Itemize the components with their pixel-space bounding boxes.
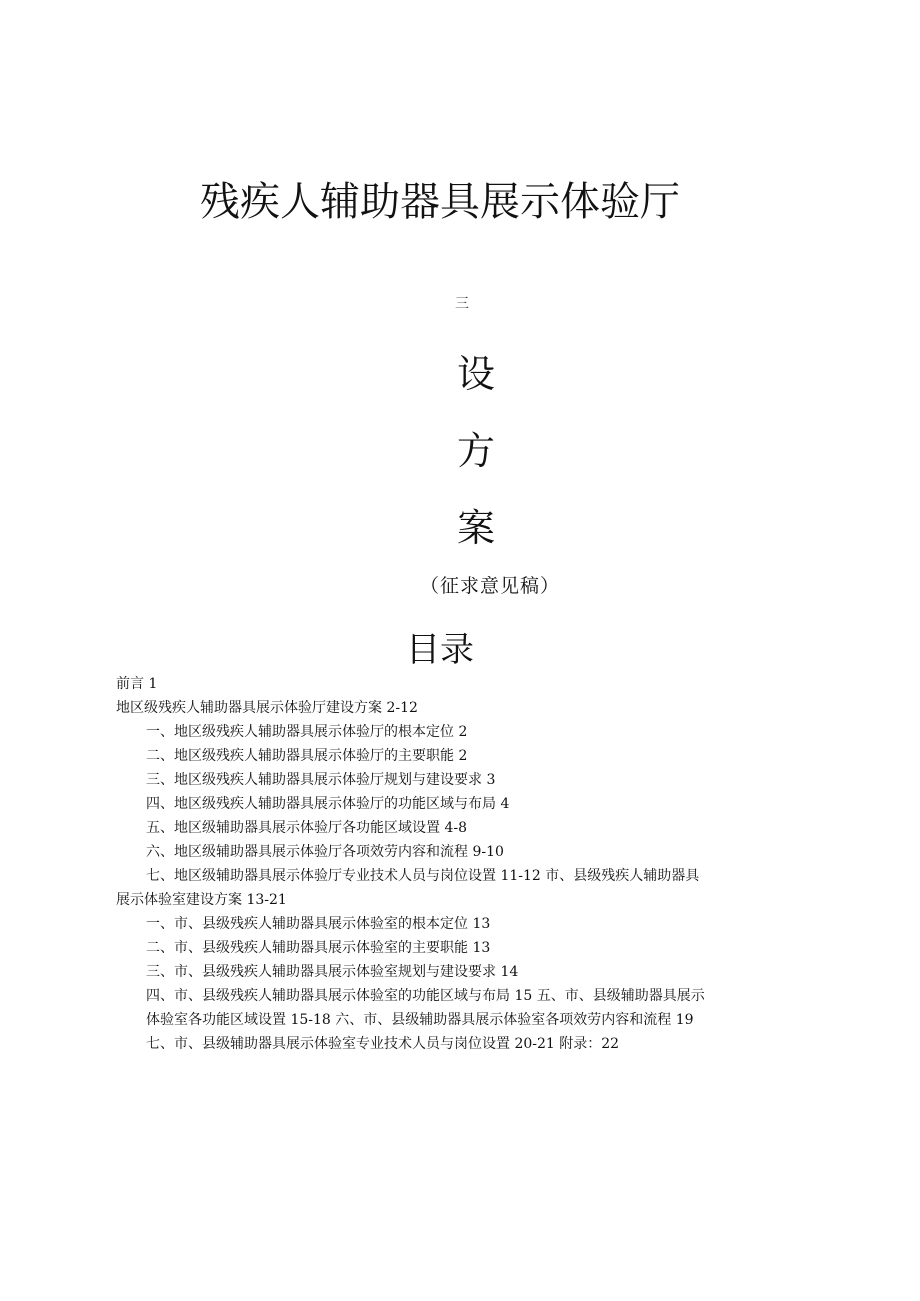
- table-of-contents: [116, 672, 776, 1056]
- toc-entry: 二、地区级残疾人辅助器具展示体验厅的主要职能 2: [146, 748, 468, 764]
- toc-heading: 目录: [406, 630, 474, 670]
- toc-entry: 三、地区级残疾人辅助器具展示体验厅规划与建设要求 3: [146, 772, 496, 788]
- cover-subtitle: （征求意见稿）: [420, 575, 561, 597]
- toc-entry: 四、地区级残疾人辅助器具展示体验厅的功能区域与布局 4: [146, 796, 510, 812]
- cover-title: 残疾人辅助器具展示体验厅: [200, 179, 680, 225]
- toc-entry: 三、市、县级残疾人辅助器具展示体验室规划与建设要求 14: [146, 964, 519, 980]
- toc-entry: 展示体验室建设方案 13-21: [116, 892, 287, 908]
- toc-entry: 七、市、县级辅助器具展示体验室专业技术人员与岗位设置 20-21 附录：22: [146, 1036, 620, 1052]
- cover-char-2: 方: [457, 429, 496, 473]
- toc-entry: 前言 1: [116, 676, 158, 692]
- toc-entry: 体验室各功能区域设置 15-18 六、市、县级辅助器具展示体验室各项效劳内容和流程 19: [146, 1012, 694, 1028]
- cover-char-3: 案: [457, 506, 496, 550]
- toc-entry: 七、地区级辅助器具展示体验厅专业技术人员与岗位设置 11-12 市、县级残疾人辅助器具: [146, 868, 700, 884]
- cover-char-1: 设: [457, 352, 496, 396]
- toc-entry: 一、市、县级残疾人辅助器具展示体验室的根本定位 13: [146, 916, 491, 932]
- toc-entry: 四、市、县级残疾人辅助器具展示体验室的功能区域与布局 15 五、市、县级辅助器具展示: [146, 988, 705, 1004]
- toc-entry: 六、地区级辅助器具展示体验厅各项效劳内容和流程 9-10: [146, 844, 504, 860]
- toc-entry: 一、地区级残疾人辅助器具展示体验厅的根本定位 2: [146, 724, 468, 740]
- toc-entry: 二、市、县级残疾人辅助器具展示体验室的主要职能 13: [146, 940, 491, 956]
- cover-mark: 三: [455, 296, 469, 312]
- toc-entry: 地区级残疾人辅助器具展示体验厅建设方案 2-12: [116, 700, 418, 716]
- toc-entry: 五、地区级辅助器具展示体验厅各功能区域设置 4-8: [146, 820, 467, 836]
